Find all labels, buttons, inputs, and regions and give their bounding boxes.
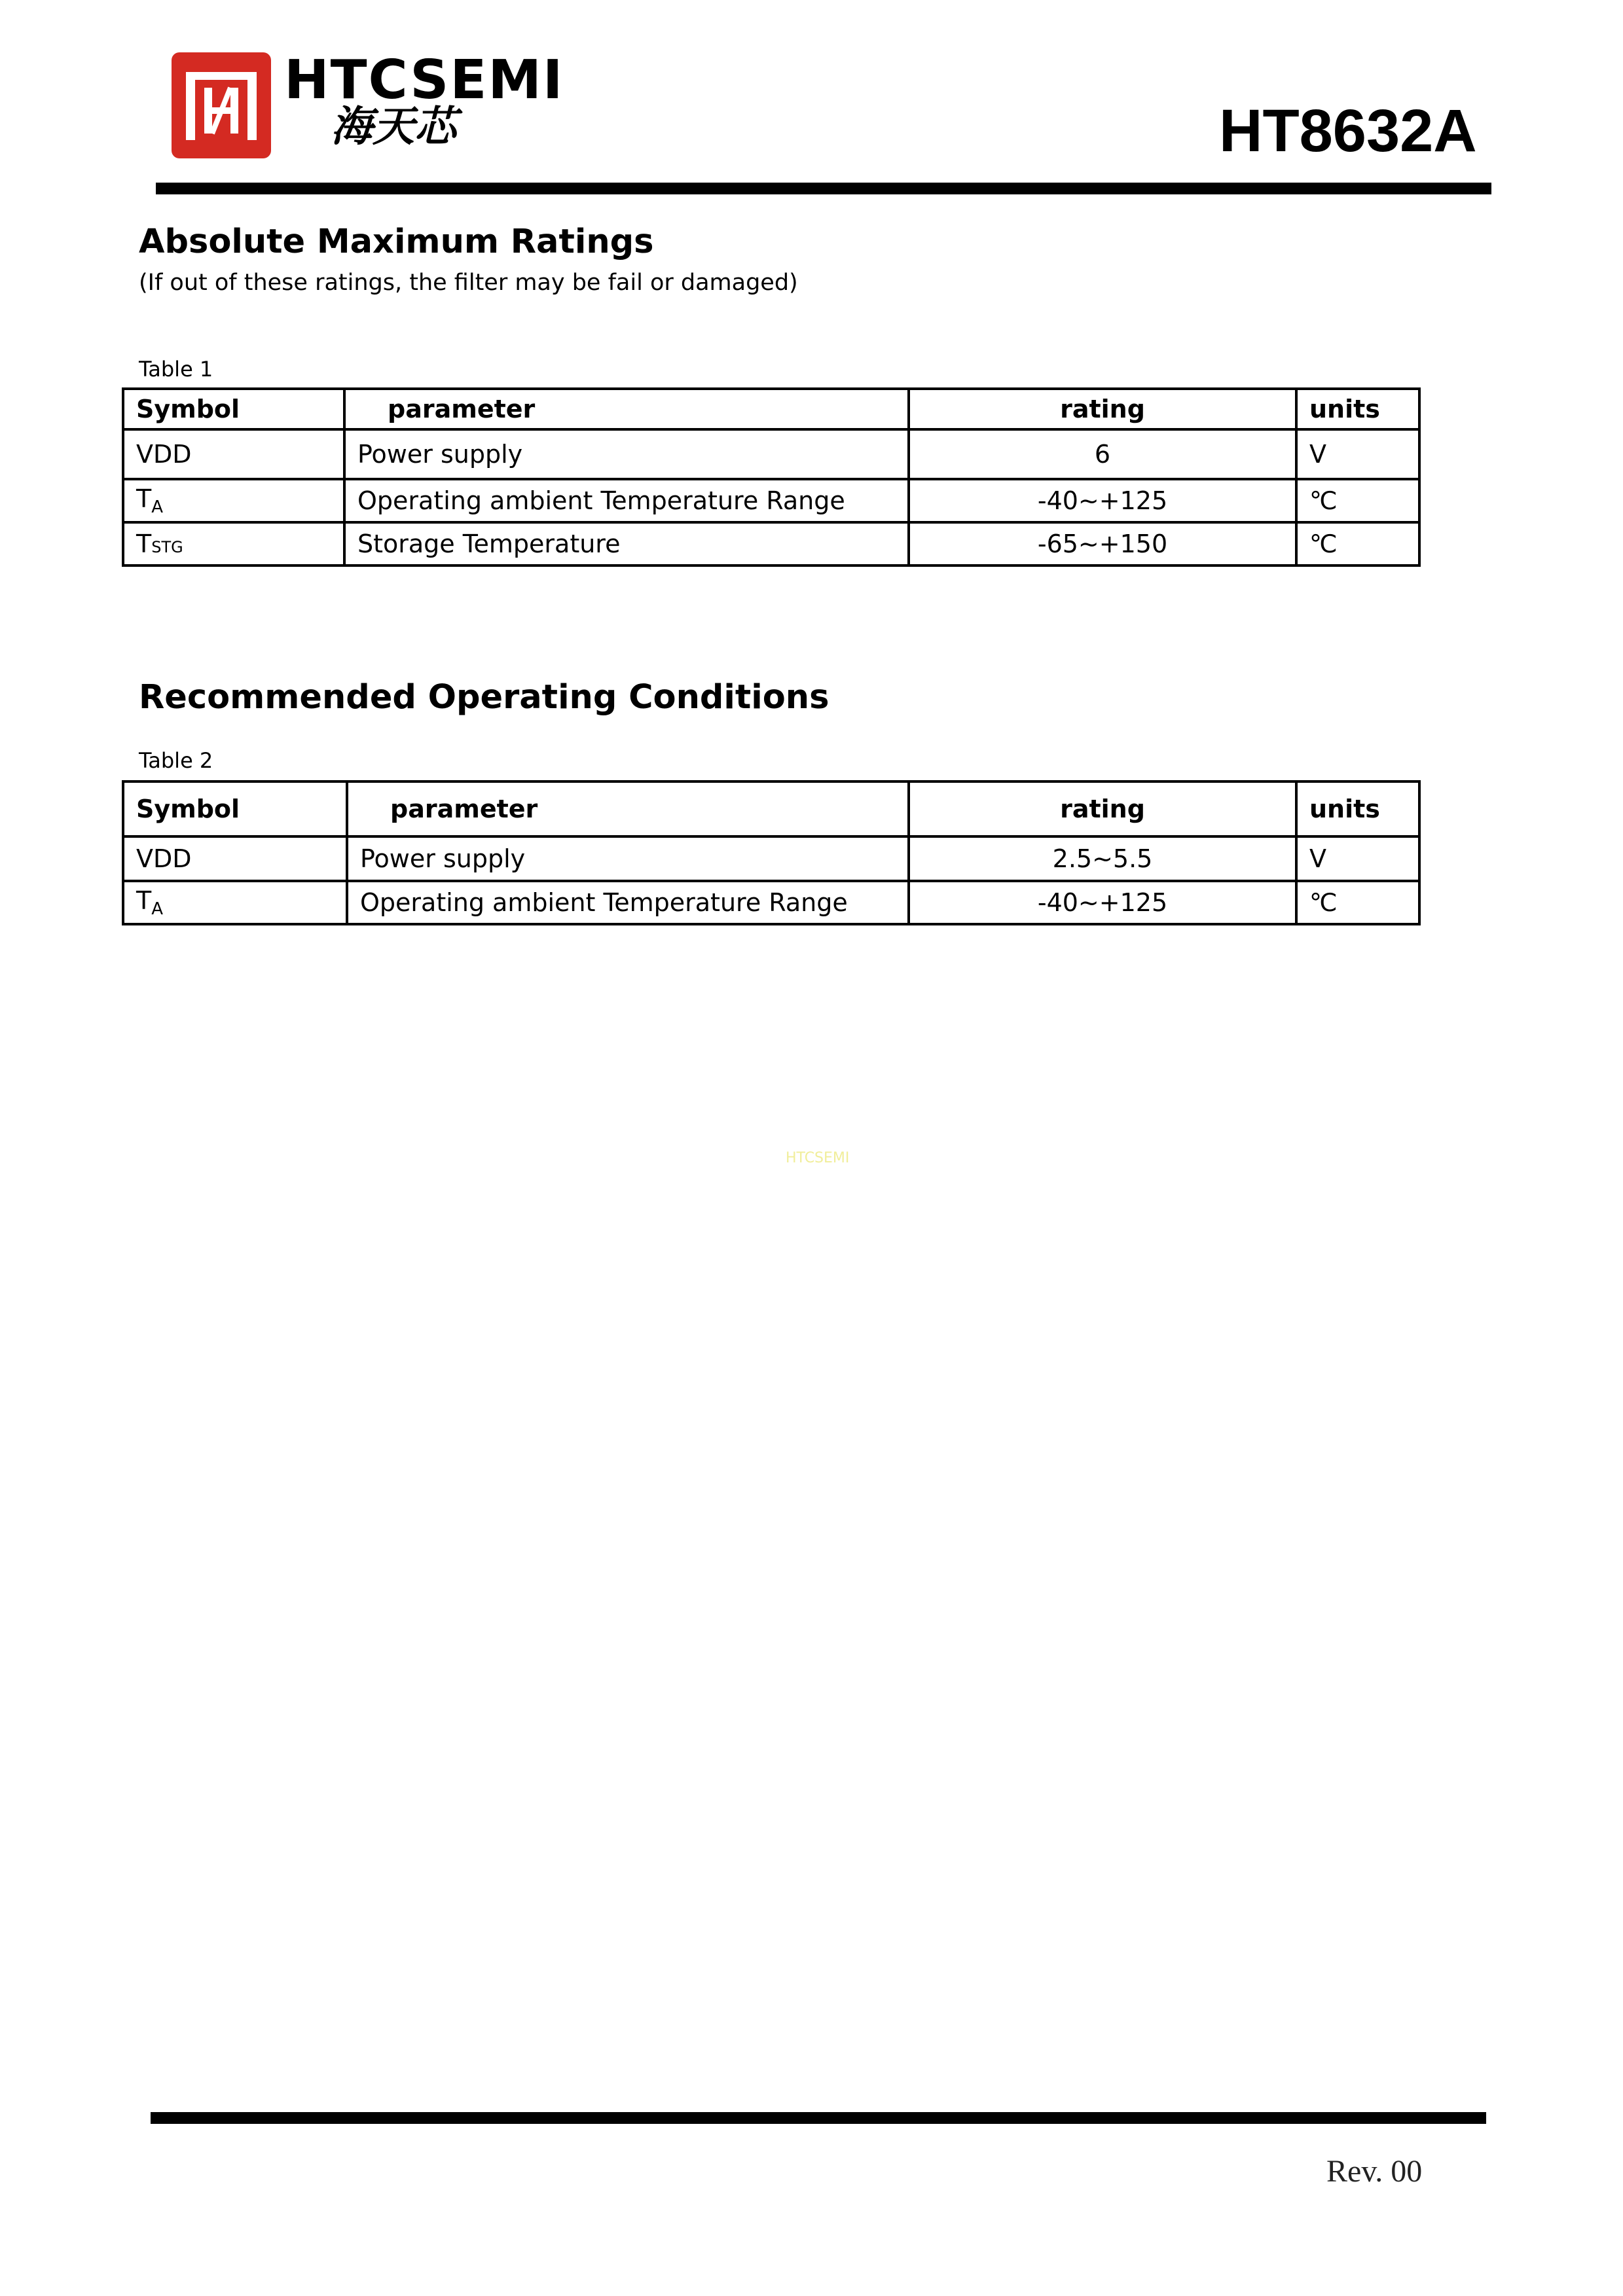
units-cell: ℃ xyxy=(1296,479,1419,522)
table-1-caption: Table 1 xyxy=(139,357,213,382)
footer-divider xyxy=(151,2112,1486,2124)
table-2-caption: Table 2 xyxy=(139,748,213,773)
revision-label: Rev. 00 xyxy=(1326,2154,1423,2189)
recommended-operating-conditions-table xyxy=(122,780,1421,925)
symbol-cell: TSTG xyxy=(123,522,344,565)
header-rating: rating xyxy=(909,781,1296,836)
table-row xyxy=(123,522,1419,565)
units-cell: V xyxy=(1296,429,1419,479)
header-units: units xyxy=(1296,781,1419,836)
header-symbol: Symbol xyxy=(123,389,344,429)
symbol-subscript: A xyxy=(151,899,164,919)
symbol-subscript: A xyxy=(151,497,164,517)
parameter-cell: Power supply xyxy=(344,429,909,479)
units-cell: ℃ xyxy=(1296,881,1419,924)
units-cell: V xyxy=(1296,836,1419,881)
table-row xyxy=(123,479,1419,522)
symbol-subscript: STG xyxy=(151,538,183,556)
absolute-maximum-ratings-table xyxy=(122,387,1421,567)
header-parameter: parameter xyxy=(347,781,909,836)
brand-name: HTCSEMI xyxy=(284,49,564,111)
rating-cell: -40~+125 xyxy=(909,881,1296,924)
parameter-cell: Power supply xyxy=(347,836,909,881)
table-row xyxy=(123,836,1419,881)
ratings-note: (If out of these ratings, the filter may be fail or damaged) xyxy=(139,270,798,296)
section-title-recommended-operating-conditions: Recommended Operating Conditions xyxy=(139,678,830,717)
symbol-cell: $T_A$ xyxy=(123,479,344,522)
table-header-row xyxy=(123,781,1419,836)
symbol-cell: VDD xyxy=(123,836,347,881)
part-number: HT8632A xyxy=(1219,98,1477,164)
header-units: units xyxy=(1296,389,1419,429)
parameter-cell: Operating ambient Temperature Range xyxy=(344,479,909,522)
rating-cell: 6 xyxy=(909,429,1296,479)
rating-cell: -65~+150 xyxy=(909,522,1296,565)
watermark: HTCSEMI xyxy=(786,1150,850,1166)
table-row xyxy=(123,881,1419,924)
parameter-cell: Operating ambient Temperature Range xyxy=(347,881,909,924)
table-row xyxy=(123,429,1419,479)
section-title-absolute-maximum-ratings: Absolute Maximum Ratings xyxy=(139,223,654,261)
header-rating: rating xyxy=(909,389,1296,429)
brand-name-chinese: 海天芯 xyxy=(331,102,456,151)
rating-cell: -40~+125 xyxy=(909,479,1296,522)
header-parameter: parameter xyxy=(344,389,909,429)
table-header-row xyxy=(123,389,1419,429)
units-cell: ℃ xyxy=(1296,522,1419,565)
brand-logo-icon xyxy=(172,52,271,158)
symbol-cell: $T_A$ xyxy=(123,881,347,924)
header-divider xyxy=(156,183,1491,194)
parameter-cell: Storage Temperature xyxy=(344,522,909,565)
rating-cell: 2.5~5.5 xyxy=(909,836,1296,881)
header-symbol: Symbol xyxy=(123,781,347,836)
symbol-cell: VDD xyxy=(123,429,344,479)
